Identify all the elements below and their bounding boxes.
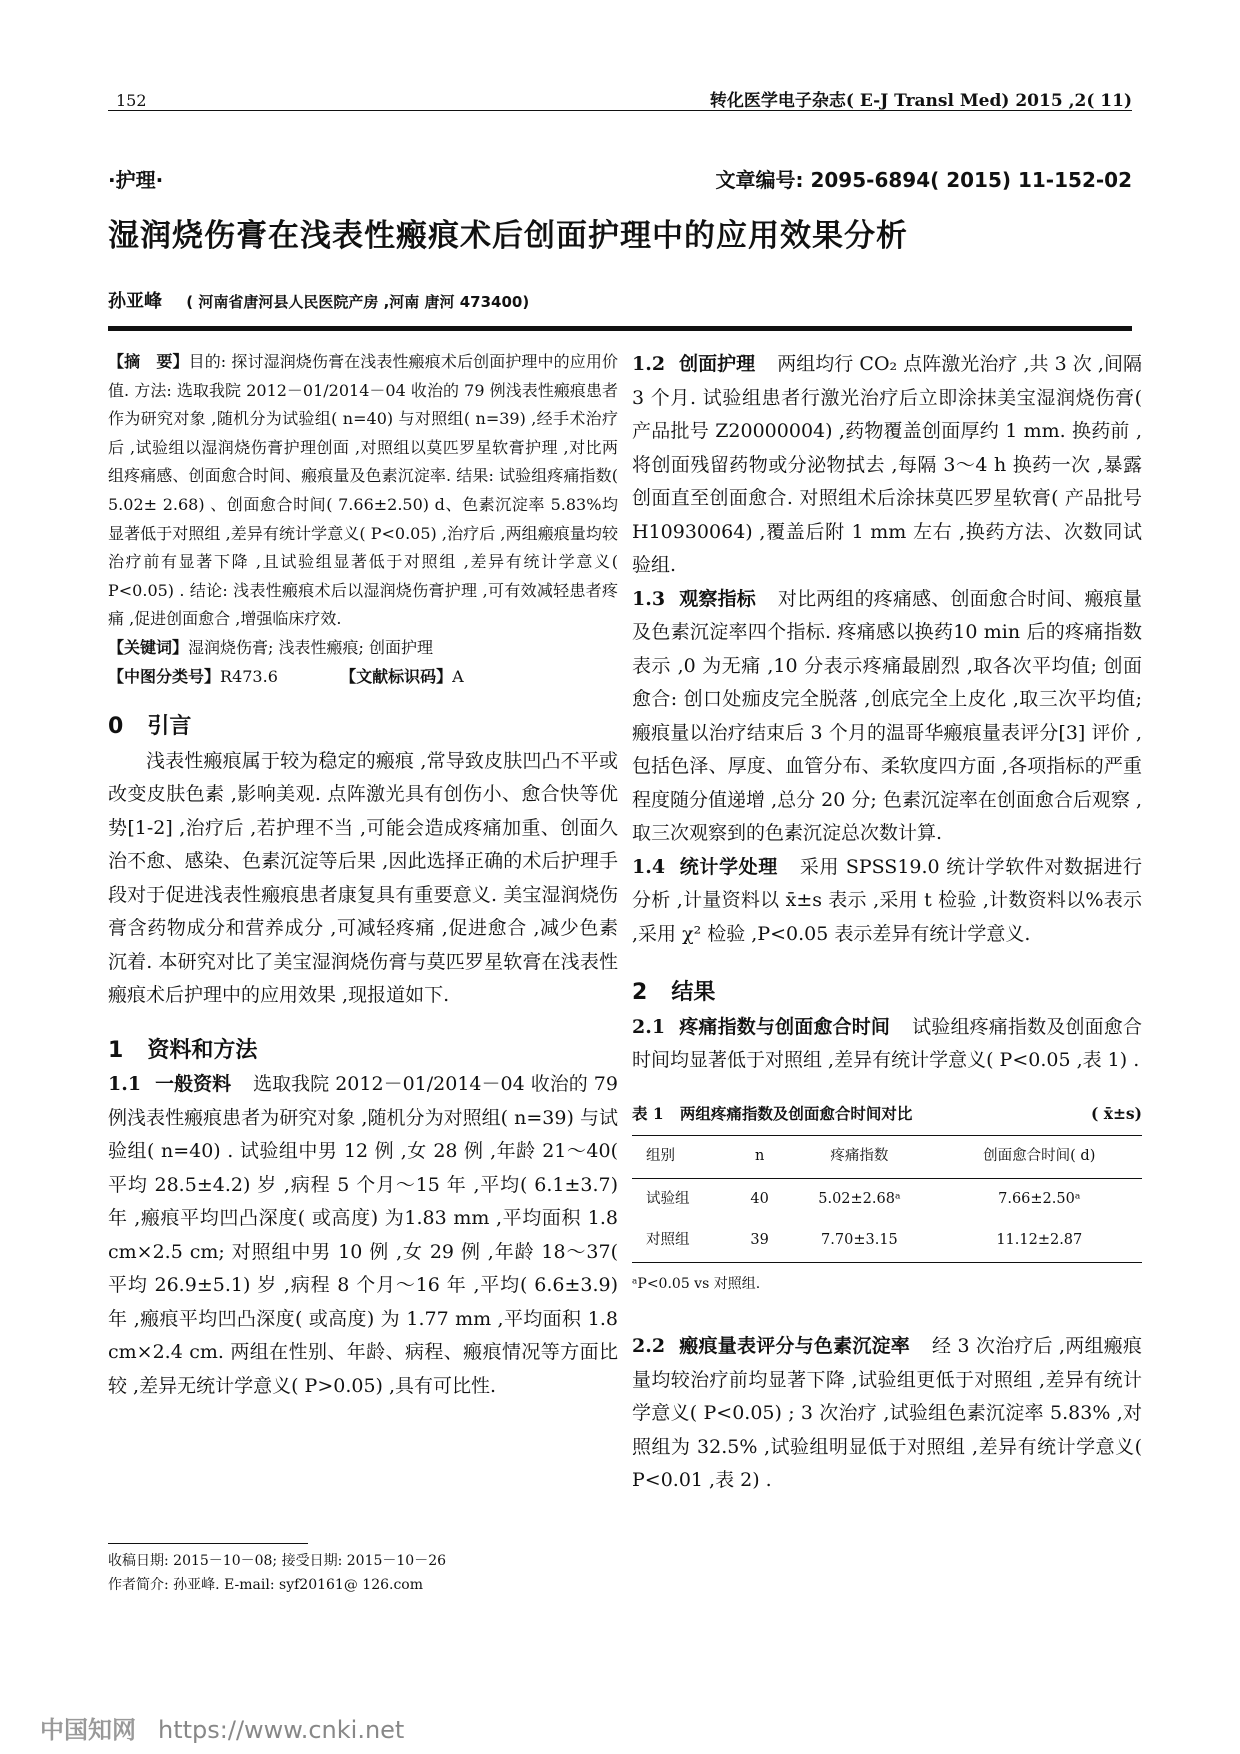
- journal-header: 转化医学电子杂志( E-J Transl Med) 2015 ,2( 11): [709, 91, 1132, 111]
- table-row: [632, 1220, 1142, 1262]
- section-1-1: [108, 1068, 618, 1403]
- table-1: [632, 1098, 1142, 1301]
- section-1-2-heading: 1.2 创面护理: [632, 353, 756, 375]
- classification: [108, 663, 618, 692]
- section-2-2-heading: 2.2 瘢痕量表评分与色素沉淀率: [632, 1335, 911, 1357]
- author-name: 孙亚峰: [108, 291, 162, 312]
- section-1-1-heading: 1.1 一般资料: [108, 1073, 232, 1096]
- section-2-2-text: 经 3 次治疗后 ,两组瘢痕量均较治疗前均显著下降 ,试验组更低于对照组 ,差异有统计学意义( P<0.05) ; 3 次治疗 ,试验组色素沉淀率 5.83% ,对照组为 32.5% ,试验组明显低于对照组 ,差异有统计学意义( P<0.01 ,表 2) .: [632, 1335, 1142, 1491]
- table-header-cell: n: [754, 1148, 765, 1164]
- author-line: [108, 287, 529, 313]
- header-rule: [108, 110, 1132, 111]
- keywords-text: 湿润烧伤膏; 浅表性瘢痕; 创面护理: [188, 637, 433, 657]
- page-number: 152: [116, 91, 147, 110]
- section-0-text: 浅表性瘢痕属于较为稳定的瘢痕 ,常导致皮肤凹凸不平或改变皮肤色素 ,影响美观. 点阵激光具有创伤小、愈合快等优势[1-2] ,治疗后 ,若护理不当 ,可能会造成疼痛加重、创面久治不愈、感染、色素沉淀等后果 ,因此选择正确的术后护理手段对于促进浅表性瘢痕患者康复具有重要意义. 美宝湿润烧伤膏含药物成分和营养成分 ,可减轻疼痛 ,促进愈合 ,减少色素沉着. 本研究对比了美宝湿润烧伤膏与莫匹罗星软膏在浅表性瘢痕术后护理中的应用效果 ,现报道如下.: [108, 749, 618, 1007]
- table-1-grid: [632, 1135, 1142, 1263]
- section-1-2: [632, 348, 1142, 583]
- clc-label: 【中图分类号】: [108, 666, 221, 686]
- column-tag: ·护理·: [108, 168, 164, 192]
- article-title: 湿润烧伤膏在浅表性瘢痕术后创面护理中的应用效果分析: [108, 218, 908, 254]
- abstract: [108, 348, 618, 634]
- table-cell: 7.70±3.15: [821, 1232, 898, 1248]
- doc-code-label: 【文献标识码】: [340, 666, 453, 686]
- footnote-rule: [108, 1543, 308, 1544]
- section-2-1-text: 试验组疼痛指数及创面愈合时间均显著低于对照组 ,差异有统计学意义( P<0.05 ,表 1) .: [632, 1015, 1142, 1071]
- table-cell: 7.66±2.50ᵃ: [998, 1190, 1081, 1207]
- section-1-3-heading: 1.3 观察指标: [632, 587, 756, 610]
- section-1-4: [632, 851, 1142, 952]
- table-header-row: [632, 1136, 1142, 1179]
- author-bio: 作者简介: 孙亚峰. E-mail: syf20161@ 126.com: [108, 1577, 423, 1593]
- doc-code-value: A: [452, 666, 464, 686]
- table-1-title: 两组疼痛指数及创面愈合时间对比: [679, 1103, 913, 1123]
- table-1-number: 表 1: [632, 1103, 664, 1123]
- table-cell: 5.02±2.68ᵃ: [818, 1190, 901, 1207]
- keywords-label: 【关键词】: [108, 637, 189, 657]
- section-2-2: [632, 1330, 1142, 1498]
- received-dates: 收稿日期: 2015－10－08; 接受日期: 2015－10－26: [108, 1553, 447, 1569]
- abstract-text: 目的: 探讨湿润烧伤膏在浅表性瘢痕术后创面护理中的应用价值. 方法: 选取我院 2012－01/2014－04 收治的 79 例浅表性瘢痕患者作为研究对象 ,随机分为试验组( n=40) 与对照组( n=39) ,经手术治疗后 ,试验组以湿润烧伤膏护理创面 ,对照组以莫匹罗星软膏护理 ,对比两组疼痛感、创面愈合时间、瘢痕量及色素沉淀率. 结果: 试验组疼痛指数( 5.02± 2.68) 、创面愈合时间( 7.66±2.50) d、色素沉淀率 5.83%均显著低于对照组 ,差异有统计学意义( P<0.05) ,治疗后 ,两组瘢痕量均较治疗前有显著下降 ,且试验组显著低于对照组 ,差异有统计学意义( P<0.05) . 结论: 浅表性瘢痕术后以湿润烧伤膏护理 ,可有效减轻患者疼痛 ,促进创面愈合 ,增强临床疗效.: [108, 352, 618, 629]
- clc-value: R473.6: [220, 666, 278, 686]
- section-1-4-heading: 1.4 统计学处理: [632, 855, 778, 878]
- table-cell: 11.12±2.87: [996, 1232, 1083, 1248]
- table-1-caption: [632, 1098, 1142, 1130]
- watermark-url: https://www.cnki.net: [158, 1716, 405, 1744]
- section-0-heading: 0 引言: [108, 714, 192, 740]
- table-header-cell: 疼痛指数: [830, 1148, 889, 1164]
- table-cell: 对照组: [646, 1232, 690, 1248]
- cnki-watermark: [40, 1710, 404, 1745]
- watermark-brand: 中国知网: [40, 1716, 136, 1744]
- section-1-3-text: 对比两组的疼痛感、创面愈合时间、瘢痕量及色素沉淀率四个指标. 疼痛感以换药10 min 后的疼痛指数表示 ,0 为无痛 ,10 分表示疼痛最剧烈 ,取各次平均值; 创面愈合: 创口处痂皮完全脱落 ,创底完全上皮化 ,取三次平均值; 瘢痕量以治疗结束后 3 个月的温哥华瘢痕量表评分[3] 评价 ,包括色泽、厚度、血管分布、柔软度四方面 ,各项指标的严重程度随分值递增 ,总分 20 分; 色素沉淀率在创面愈合后观察 ,取三次观察到的色素沉淀总次数计算.: [632, 587, 1142, 844]
- table-cell: 40: [750, 1190, 769, 1207]
- table-cell: 试验组: [646, 1190, 690, 1207]
- table-cell: 39: [750, 1232, 769, 1248]
- abstract-label: 【摘 要】: [108, 352, 189, 371]
- table-header-cell: 组别: [646, 1148, 675, 1164]
- table-1-note: ᵃP<0.05 vs 对照组.: [632, 1275, 761, 1292]
- keywords: [108, 634, 618, 663]
- table-1-unit: ( x̄±s): [1090, 1103, 1142, 1123]
- section-1-4-text: 采用 SPSS19.0 统计学软件对数据进行分析 ,计量资料以 x̄±s 表示 ,采用 t 检验 ,计数资料以%表示 ,采用 χ² 检验 ,P<0.05 表示差异有统计学意义.: [632, 855, 1142, 945]
- right-column: [632, 348, 1142, 1498]
- section-2-1-heading: 2.1 疼痛指数与创面愈合时间: [632, 1015, 891, 1038]
- left-column: [108, 348, 618, 1403]
- section-1-3: [632, 583, 1142, 851]
- article-number: 文章编号: 2095-6894( 2015) 11-152-02: [715, 168, 1132, 192]
- section-1-2-text: 两组均行 CO₂ 点阵激光治疗 ,共 3 次 ,间隔 3 个月. 试验组患者行激光治疗后立即涂抹美宝湿润烧伤膏( 产品批号 Z20000004) ,药物覆盖创面厚约 1 mm. 换药前 ,将创面残留药物或分泌物拭去 ,每隔 3～4 h 换药一次 ,暴露创面直至创面愈合. 对照组术后涂抹莫匹罗星软膏( 产品批号 H10930064) ,覆盖后附 1 mm 左右 ,换药方法、次数同试验组.: [632, 353, 1142, 576]
- section-2-heading: 2 结果: [632, 980, 716, 1005]
- section-1-1-text: 选取我院 2012－01/2014－04 收治的 79 例浅表性瘢痕患者为研究对象 ,随机分为对照组( n=39) 与试验组( n=40) . 试验组中男 12 例 ,女 28 例 ,年龄 21～40( 平均 28.5±4.2) 岁 ,病程 5 个月～15 年 ,平均( 6.1±3.7) 年 ,瘢痕平均凹凸深度( 或高度) 为1.83 mm ,平均面积 1.8 cm×2.5 cm; 对照组中男 10 例 ,女 29 例 ,年龄 18～37( 平均 26.9±5.1) 岁 ,病程 8 个月～16 年 ,平均( 6.6±3.9) 年 ,瘢痕平均凹凸深度( 或高度) 为 1.77 mm ,平均面积 1.8 cm×2.4 cm. 两组在性别、年龄、病程、瘢痕情况等方面比较 ,差异无统计学意义( P>0.05) ,具有可比性.: [108, 1073, 618, 1397]
- section-1-heading: 1 资料和方法: [108, 1037, 258, 1063]
- table-header-cell: 创面愈合时间( d): [983, 1148, 1096, 1164]
- section-2-1: [632, 1011, 1142, 1078]
- table-row: [632, 1178, 1142, 1220]
- title-rule: [108, 326, 1132, 331]
- author-affiliation: ( 河南省唐河县人民医院产房 ,河南 唐河 473400): [186, 293, 530, 311]
